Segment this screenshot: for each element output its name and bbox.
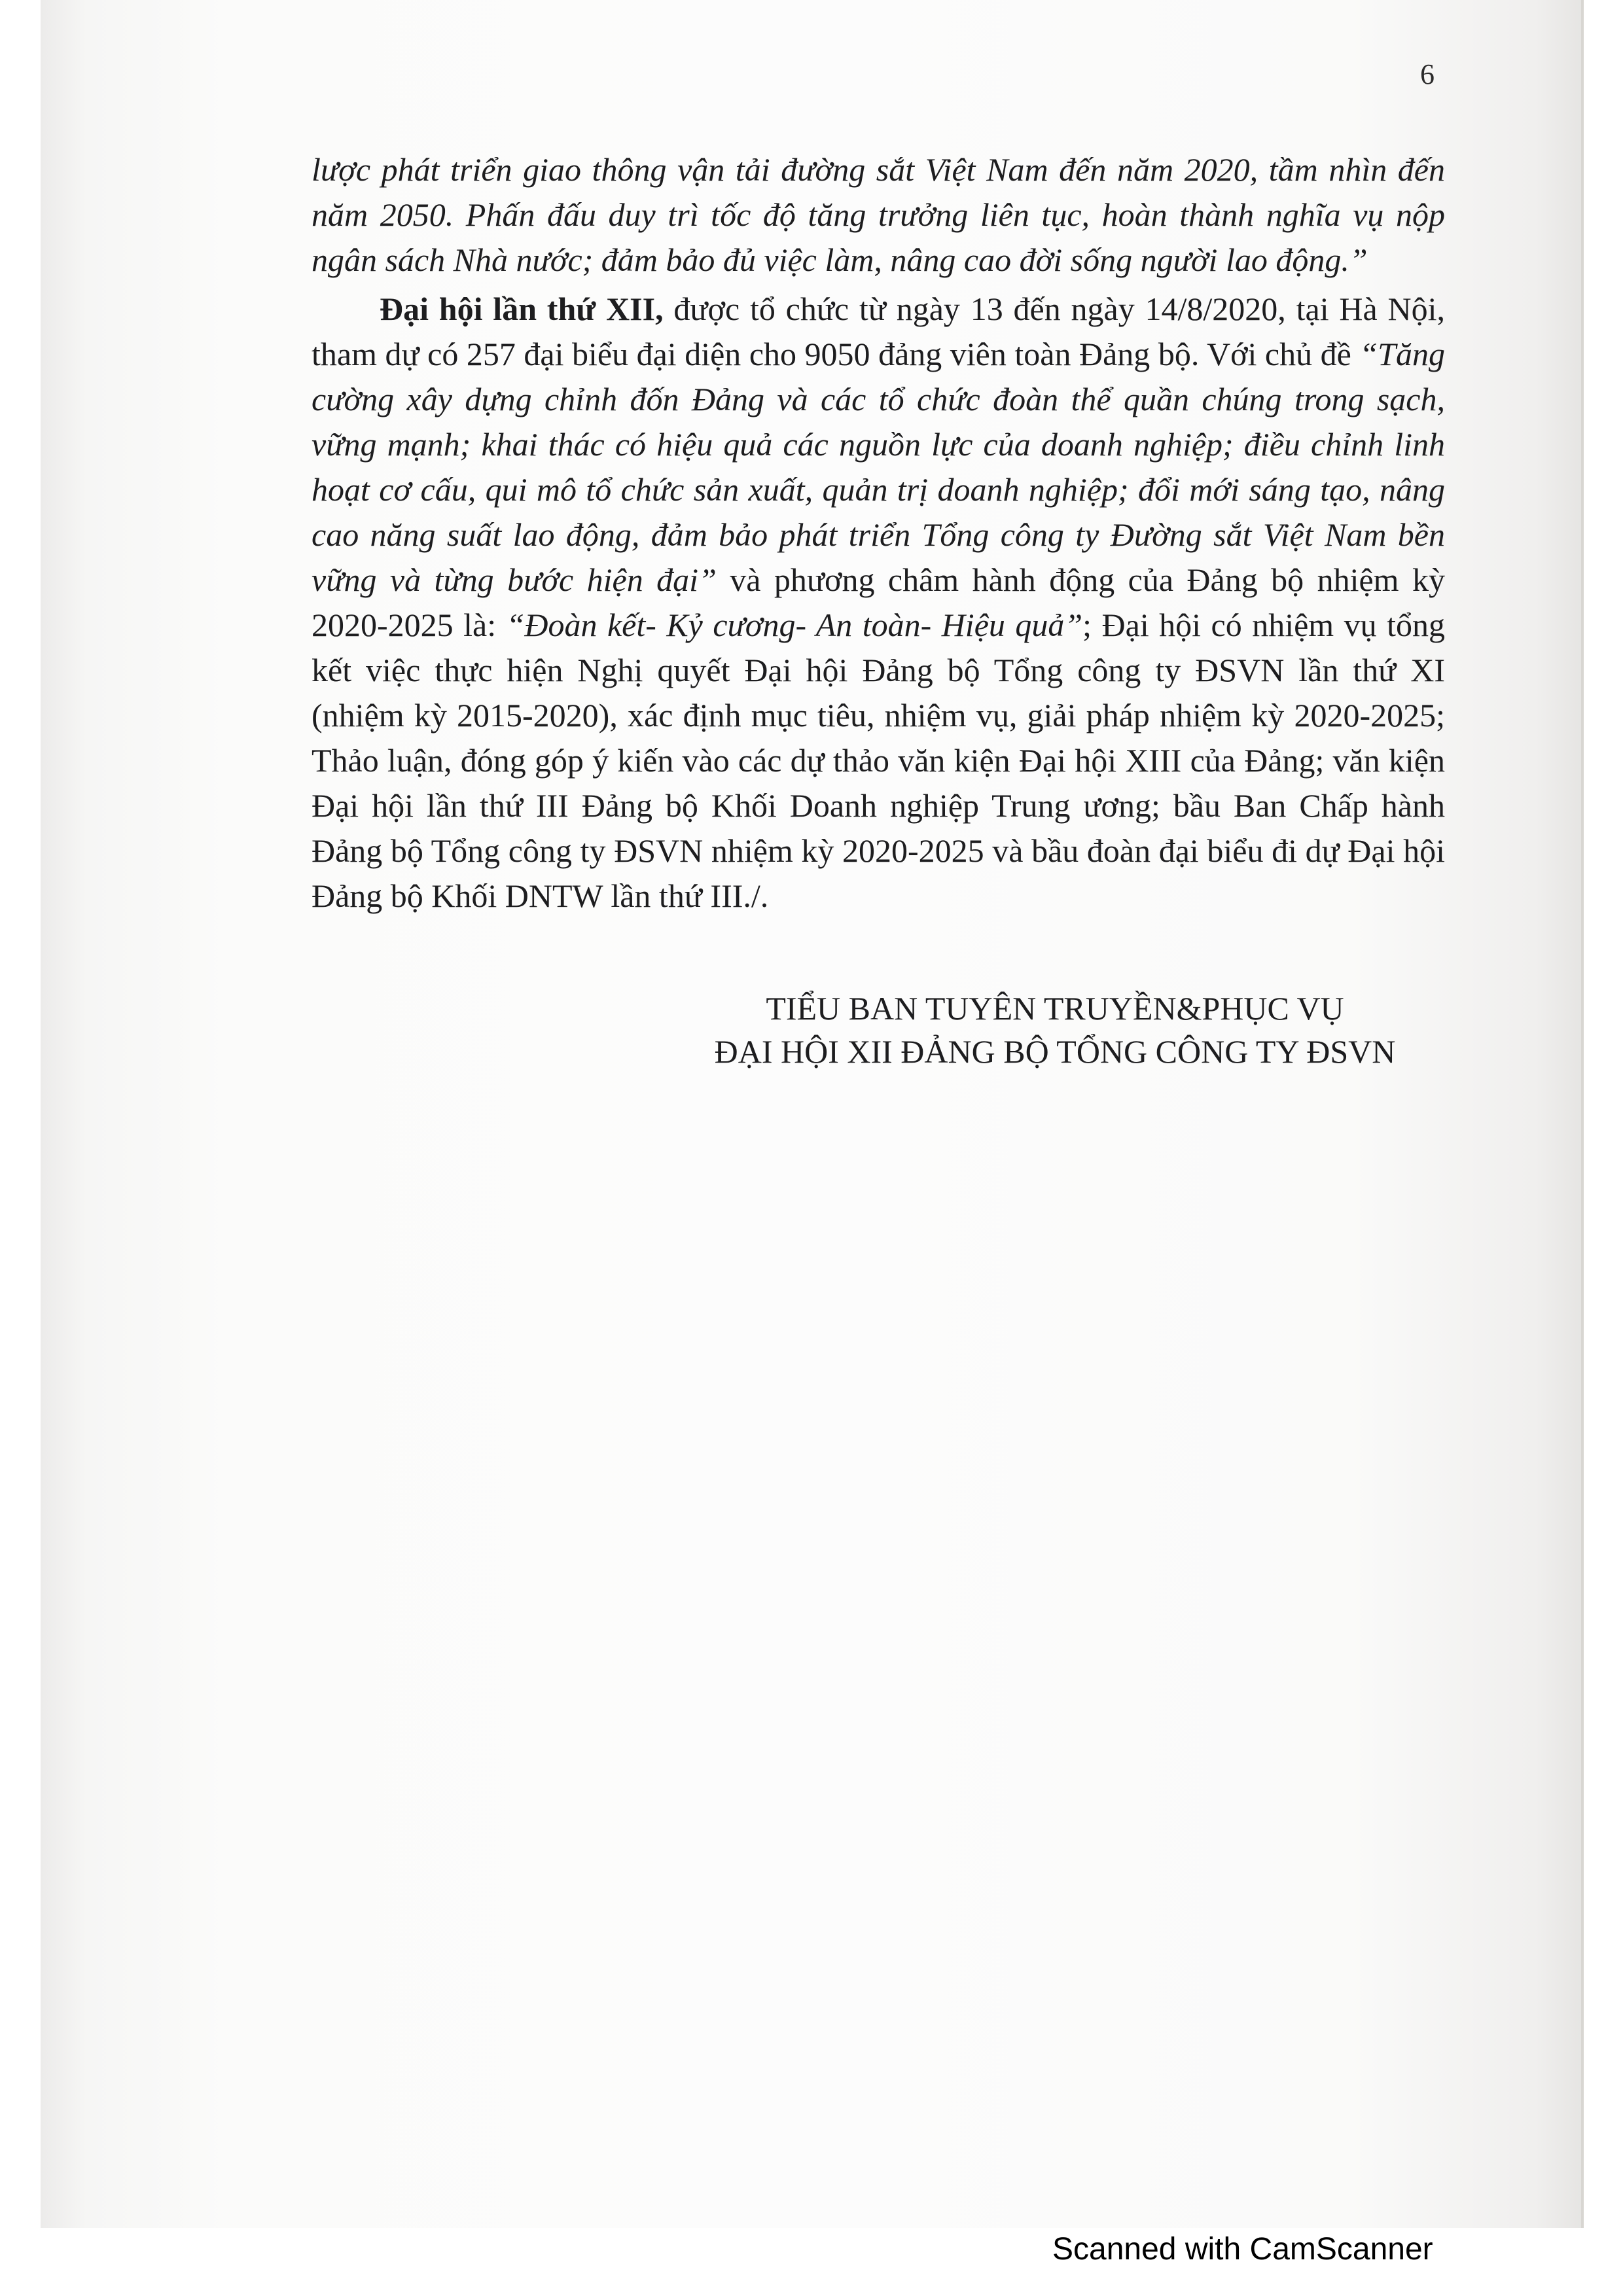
congress-details: được tổ chức từ ngày 13 đến ngày 14/8/2020, tại Hà Nội, tham dự có 257 đại biểu đại diện cho 9050 đảng viên toàn Đảng bộ. Với chủ đề: [312, 291, 1445, 372]
signature-block: [656, 987, 1454, 1073]
document-page: [41, 0, 1584, 2228]
congress-motto-intro: và phương châm hành động của Đảng bộ nhiệm kỳ 2020-2025 là:: [312, 561, 1445, 643]
congress-motto: “Đoàn kết- Kỷ cương- An toàn- Hiệu quả”: [506, 607, 1083, 643]
page-number: 6: [1420, 58, 1435, 90]
congress-theme: “Tăng cường xây dựng chỉnh đốn Đảng và các tổ chức đoàn thể quần chúng trong sạch, vững mạnh; khai thác có hiệu quả các nguồn lực của doanh nghiệp; điều chỉnh linh hoạt cơ cấu, qui mô tổ chức sản xuất, quản trị doanh nghiệp; đổi mới sáng tạo, nâng cao năng suất lao động, đảm bảo phát triển Tổng công ty Đường sắt Việt Nam bền vững và từng bước hiện đại”: [312, 336, 1445, 598]
signature-line-2: ĐẠI HỘI XII ĐẢNG BỘ TỔNG CÔNG TY ĐSVN: [714, 1033, 1396, 1070]
scanner-watermark: Scanned with CamScanner: [1052, 2232, 1433, 2267]
signature-line-1: TIỂU BAN TUYÊN TRUYỀN&PHỤC VỤ: [766, 990, 1344, 1027]
paragraph-continuation: lược phát triển giao thông vận tải đường sắt Việt Nam đến năm 2020, tầm nhìn đến năm 2050. Phấn đấu duy trì tốc độ tăng trưởng liên tục, hoàn thành nghĩa vụ nộp ngân sách Nhà nước; đảm bảo đủ việc làm, nâng cao đời sống người lao động.”: [312, 151, 1445, 278]
congress-heading: Đại hội lần thứ XII,: [380, 291, 664, 327]
paragraph-congress-xii: [312, 287, 1445, 919]
congress-tasks: ; Đại hội có nhiệm vụ tổng kết việc thực hiện Nghị quyết Đại hội Đảng bộ Tổng công ty ĐSVN lần thứ XI (nhiệm kỳ 2015-2020), xác định mục tiêu, nhiệm vụ, giải pháp nhiệm kỳ 2020-2025; Thảo luận, đóng góp ý kiến vào các dự thảo văn kiện Đại hội XIII của Đảng; văn kiện Đại hội lần thứ III Đảng bộ Khối Doanh nghiệp Trung ương; bầu Ban Chấp hành Đảng bộ Tổng công ty ĐSVN nhiệm kỳ 2020-2025 và bầu đoàn đại biểu đi dự Đại hội Đảng bộ Khối DNTW lần thứ III./.: [312, 607, 1445, 914]
